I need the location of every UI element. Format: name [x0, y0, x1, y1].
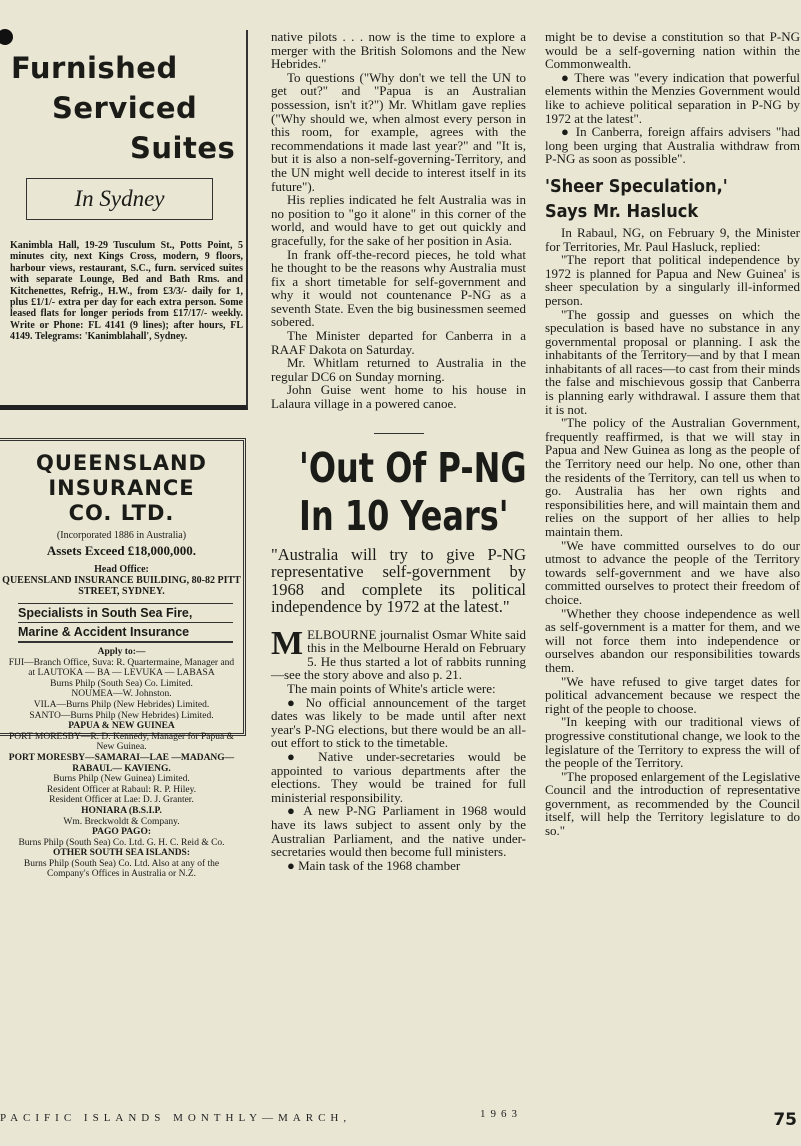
- ad-insurance-title-1: QUEENSLAND: [36, 451, 207, 475]
- advert-furnished-suites: [0, 30, 248, 410]
- ad-insurance-honiara: HONIARA (B.S.I.P.: [81, 805, 162, 816]
- ad-suites-body: Kanimbla Hall, 19-29 Tusculum St., Potts Point, 5 minutes city, next Kings Cross, modern, 9 floors, harbour views, restaurant, S.C., furn. serviced suites with separate Lounge, Bed and Bath Rms. and Kitchenettes, Refrig., H.W., from £3/3/- daily for 1, plus £1/1/- extra per day for each extra person. Some leased flats for longer periods from £17/17/- weekly. Write or Phone: FL 4141 (9 lines); after hours, FL 4149. Telegrams: 'Kanimblahall', Sydney.: [10, 240, 243, 343]
- footer-year: 1963: [480, 1108, 522, 1120]
- col3-paragraph-3: ● In Canberra, foreign affairs advisers "had long been urging that Australia withdraw from P-NG as soon as possible".: [545, 124, 800, 167]
- col2-paragraph-12: ● A new P-NG Parliament in 1968 would have its laws subject to assent only by the Australian Parliament, and the native under-secretaries would then become full ministers.: [271, 803, 526, 860]
- ad-insurance-ports-2: Burns Philp (New Guinea) Limited.: [53, 774, 190, 785]
- page-number: 75: [773, 1110, 797, 1130]
- ad-insurance-other-2: Burns Philp (South Sea) Co. Ltd. Also at any of the Company's Offices in Australia or N.Z.: [23, 858, 220, 880]
- article-column-2: [271, 30, 526, 872]
- ad-insurance-title-3: CO. LTD.: [68, 501, 175, 525]
- ad-insurance-fiji-2: Burns Philp (South Sea) Co. Limited.: [50, 678, 193, 689]
- ad-insurance-honiara-2: Wm. Breckwoldt & Company.: [63, 816, 180, 827]
- col2-paragraph-9: The main points of White's article were:: [287, 681, 496, 696]
- col3-paragraph-7: "The policy of the Australian Government, frequently reaffirmed, is that we will stay in Papua and New Guinea as long as the people of the Territory need our help. No one, other than the residents of the Territory, can tell us when to go. Australia has her own rights and responsibilities here, and will maintain them and relies on the support of her allies to help maintain them.: [545, 415, 800, 539]
- ad-suites-line2: Serviced: [52, 91, 198, 125]
- ad-insurance-title-2: INSURANCE: [48, 476, 195, 500]
- ad-insurance-apply: Apply to:—: [97, 647, 146, 657]
- ad-suites-city: In Sydney: [26, 178, 213, 220]
- ad-insurance-head-office-label: Head Office:: [94, 564, 149, 575]
- col2-paragraph-1: native pilots . . . now is the time to explore a merger with the British Solomons and the New Hebrides.": [271, 29, 526, 72]
- ad-insurance-santo: SANTO—Burns Philp (New Hebrides) Limited.: [29, 710, 214, 721]
- headline-sheer-speculation: 'Sheer Speculation,': [545, 175, 728, 197]
- col2-paragraph-10: ● No official announcement of the target dates was likely to be made until after next year's P-NG elections, but there would be an all-out effort to stick to the timetable.: [271, 694, 526, 751]
- article-column-3: [545, 30, 800, 838]
- col3-paragraph-5: "The report that political independence by 1972 is planned for Papua and New Guinea' is sheer speculation by a singularly ill-informed person.: [545, 252, 800, 308]
- ad-suites-line1: Furnished: [11, 51, 178, 85]
- col3-paragraph-4: In Rabaul, NG, on February 9, the Minister for Territories, Mr. Paul Hasluck, replied:: [545, 224, 800, 254]
- col2-paragraph-13: ● Main task of the 1968 chamber: [287, 857, 461, 873]
- col2-paragraph-11: ● Native under-secretaries would be appointed to various departments after the elections. They would be trained for full ministerial responsibility.: [271, 748, 526, 805]
- ad-insurance-vila: VILA—Burns Philp (New Hebrides) Limited.: [33, 699, 210, 710]
- col2-paragraph-3: His replies indicated he felt Australia was in no position to "go it alone" in this corner of the world, and would have to get out quickly and gracefully, for the sake of her position in Asia.: [271, 192, 526, 248]
- pull-quote: "Australia will try to give P-NG representative self-government by 1968 and complete its political independence by 1972 at the latest.": [271, 544, 526, 617]
- ad-insurance-pago-2: Burns Philp (South Sea) Co. Ltd. G. H. C. Reid & Co.: [18, 837, 225, 848]
- ad-insurance-ports: PORT MORESBY—SAMARAI—LAE —MADANG—RABAUL— KAVIENG.: [8, 752, 235, 774]
- headline-out-of-png-2: In 10 Years': [299, 491, 509, 540]
- ad-insurance-incorporated: (Incorporated 1886 in Australia): [56, 530, 187, 541]
- headline-says-hasluck: Says Mr. Hasluck: [545, 200, 699, 222]
- col2-paragraph-4: In frank off-the-record pieces, he told what he thought to be the reasons why Australia must fix a short timetable for self-government and why it would not countenance P-NG as a seventh State. Even the big businessmen seemed sobered.: [271, 246, 526, 330]
- col2-paragraph-2: To questions ("Why don't we tell the UN to get out?" and "Papua is an Australian possession, isn't it?") Mr. Whitlam gave replies ("Why should we, when almost every person in this room, for example, agrees with the recommendations it made last year?" and "It is, but it is also a non-self-governing-Territory, and the UN might well decide to interest itself in its future").: [271, 69, 526, 194]
- col3-paragraph-10: "We have refused to give target dates for political advancement because we respect the right of the people to choose.: [545, 673, 800, 716]
- col2-paragraph-8: ELBOURNE journalist Osmar White said this in the Melbourne Herald on February 5. He thus started a lot of rabbits running—see the story above and also p. 21.: [271, 626, 526, 683]
- drop-cap: M: [271, 624, 304, 662]
- col3-paragraph-11: "In keeping with our traditional views of progressive constitutional change, we look to the legislature of the Territory to express the will of the people of the Territory.: [545, 714, 800, 771]
- ad-insurance-specialists-1: Specialists in South Sea Fire,: [18, 603, 233, 623]
- ad-insurance-fiji: FIJI—Branch Office, Suva: R. Quartermaine, Manager and at LAUTOKA — BA — LEVUKA — LABASA: [8, 657, 235, 679]
- ad-suites-line3: Suites: [130, 131, 236, 165]
- col3-paragraph-8: "We have committed ourselves to do our utmost to advance the people of the Territory towards self-government and we have also committed ourselves to protect their freedom of choice.: [545, 537, 800, 607]
- col2-paragraph-5: The Minister departed for Canberra in a RAAF Dakota on Saturday.: [271, 328, 526, 357]
- ad-insurance-specialists-2: Marine & Accident Insurance: [18, 623, 233, 643]
- headline-out-of-png-1: 'Out Of P-NG: [299, 443, 527, 492]
- col2-paragraph-7: John Guise went home to his house in Lalaura village in a powered canoe.: [271, 382, 526, 412]
- col3-paragraph-1: might be to devise a constitution so that P-NG would be a self-governing nation within the Commonwealth.: [545, 29, 800, 72]
- ad-insurance-moresby: PORT MORESBY—R. D. Kennedy, Manager for Papua & New Guinea.: [8, 731, 235, 753]
- footer-publication: PACIFIC ISLANDS MONTHLY—MARCH,: [0, 1112, 352, 1124]
- ad-insurance-other: OTHER SOUTH SEA ISLANDS:: [53, 848, 190, 859]
- page-footer: [0, 1108, 801, 1132]
- col3-paragraph-9: "Whether they choose independence as well as self-government is a matter for them, and we will not force them into independence or ourselves abandon our responsibilities towards them.: [545, 605, 800, 675]
- ad-insurance-papua: PAPUA & NEW GUINEA: [68, 721, 175, 732]
- ad-insurance-pago: PAGO PAGO:: [91, 827, 151, 838]
- section-divider: [374, 433, 424, 434]
- col2-paragraph-6: Mr. Whitlam returned to Australia in the regular DC6 on Sunday morning.: [271, 355, 526, 384]
- col3-paragraph-2: ● There was "every indication that powerful elements within the Menzies Government would like to achieve political separation in P-NG by 1972 at the latest".: [545, 69, 800, 126]
- col3-paragraph-12: "The proposed enlargement of the Legislative Council and the introduction of representative government, as recommended by the Council itself, will help the Territory legislature to do so.": [545, 768, 800, 839]
- bullet-dot-icon: [0, 29, 13, 45]
- ad-insurance-noumea: NOUMEA—W. Johnston.: [71, 689, 172, 700]
- ad-insurance-assets: Assets Exceed £18,000,000.: [46, 543, 197, 558]
- advert-queensland-insurance: [0, 438, 246, 880]
- ad-insurance-head-office: QUEENSLAND INSURANCE BUILDING, 80-82 PITT STREET, SYDNEY.: [2, 575, 241, 597]
- ad-insurance-lae: Resident Officer at Lae: D. J. Granter.: [49, 795, 194, 806]
- ad-insurance-rabaul: Resident Officer at Rabaul: R. P. Hiley.: [46, 784, 197, 795]
- col3-paragraph-6: "The gossip and guesses on which the speculation is based have no substance in any governmental proposal or planning. I ask the inhabitants of the Territory—and by that I mean inhabitants of all races—to cast from their minds the false and mischievous gossip that Canberra is planning early withdrawal. I assure them that it is not.: [545, 306, 800, 417]
